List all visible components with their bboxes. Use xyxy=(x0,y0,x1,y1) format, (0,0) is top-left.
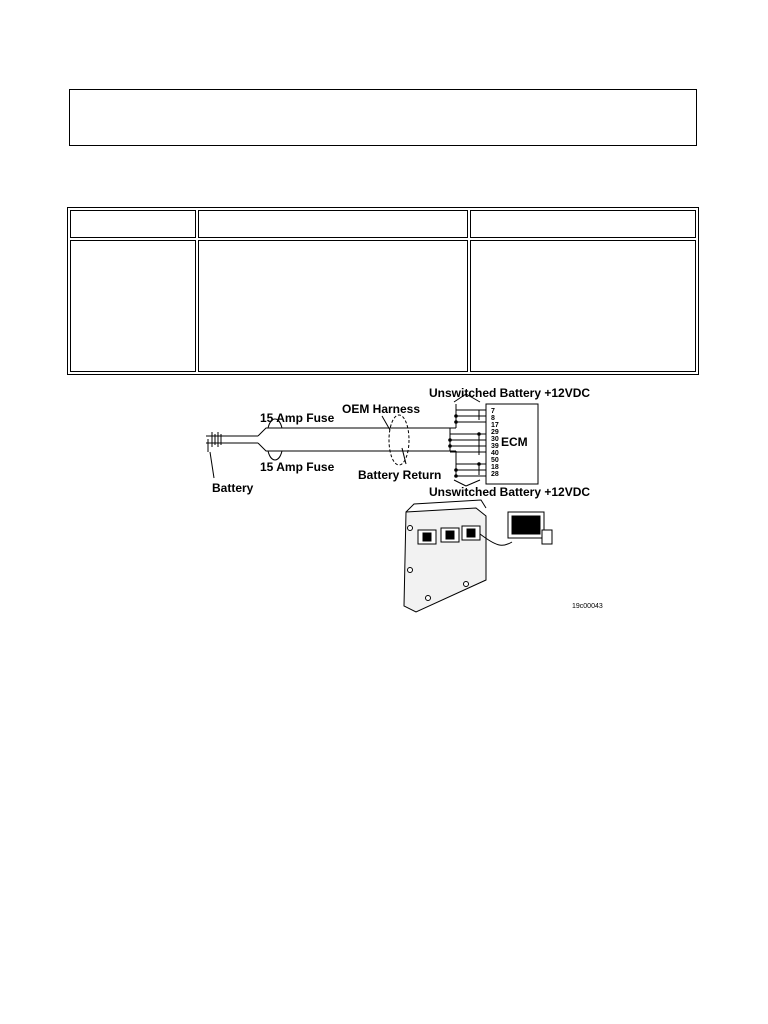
fuse-top-label: 15 Amp Fuse xyxy=(260,411,335,425)
pin-number: 50 xyxy=(491,457,499,464)
wiring-diagram xyxy=(196,380,603,616)
ecm-label: ECM xyxy=(501,435,528,449)
info-table xyxy=(67,207,699,375)
wiring-diagram-svg xyxy=(196,380,603,616)
pin-number: 28 xyxy=(491,471,499,478)
pin-number: 8 xyxy=(491,415,495,422)
pin-number: 29 xyxy=(491,429,499,436)
pin-number: 17 xyxy=(491,422,499,429)
table-cell xyxy=(70,240,196,372)
top-supply-label: Unswitched Battery +12VDC xyxy=(429,386,591,400)
bottom-supply-label: Unswitched Battery +12VDC xyxy=(429,485,591,499)
battery-label: Battery xyxy=(212,481,254,495)
header-box xyxy=(69,89,697,146)
pin-number: 7 xyxy=(491,408,495,415)
ecm-unit-illustration xyxy=(404,500,552,612)
pin-number: 39 xyxy=(491,443,499,450)
table-cell xyxy=(470,240,696,372)
table-header-row xyxy=(70,210,696,238)
return-label: Battery Return xyxy=(358,468,442,482)
table-cell xyxy=(198,240,468,372)
pin-number: 40 xyxy=(491,450,499,457)
table-row xyxy=(70,240,696,372)
table-header-cell xyxy=(70,210,196,238)
pin-number: 30 xyxy=(491,436,499,443)
pin-number: 18 xyxy=(491,464,499,471)
fuse-bottom-label: 15 Amp Fuse xyxy=(260,460,335,474)
table-header-cell xyxy=(470,210,696,238)
table-header-cell xyxy=(198,210,468,238)
harness-label: OEM Harness xyxy=(342,402,421,416)
figure-id: 19c00043 xyxy=(572,603,603,610)
